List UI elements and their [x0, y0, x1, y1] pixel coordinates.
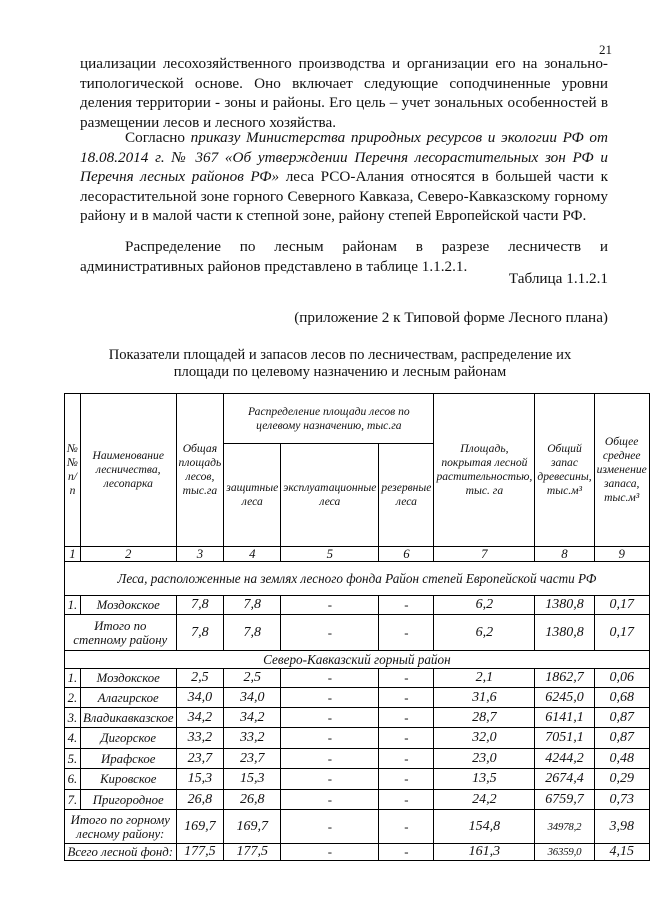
cell-name: Алагирское [80, 688, 176, 708]
forest-areas-table [64, 393, 650, 861]
cell-total-area: 177,5 [176, 844, 224, 861]
cell-exploitation: - [281, 596, 379, 615]
cell-protective: 7,8 [224, 596, 281, 615]
cell-total-stock: 6141,1 [535, 708, 594, 728]
section-title-steppe: Леса, расположенные на землях лесного фонда Район степей Европейской части РФ [65, 562, 650, 596]
table-row [65, 769, 650, 790]
cell-total-area: 34,2 [176, 708, 224, 728]
table-row [65, 708, 650, 728]
cell-num: 3. [65, 708, 81, 728]
subtotal-label: Итого по степному району [65, 615, 177, 651]
table-title: Показатели площадей и запасов лесов по лесничествам, распределение их площади по целевому назначению и лесным районам [108, 347, 572, 380]
cell-total-stock: 4244,2 [535, 749, 594, 769]
grand-total-label: Всего лесной фонд: [65, 844, 177, 861]
subtotal-label: Итого по горному лесному району: [65, 810, 177, 844]
cell-protective: 23,7 [224, 749, 281, 769]
column-number: 9 [594, 547, 649, 562]
cell-total-stock: 7051,1 [535, 728, 594, 749]
cell-total-area: 169,7 [176, 810, 224, 844]
cell-exploitation: - [281, 708, 379, 728]
header-distribution: Распределение площади лесов по целевому назначению, тыс.га [224, 394, 434, 444]
cell-exploitation: - [281, 790, 379, 810]
cell-covered-area: 6,2 [434, 596, 535, 615]
cell-avg-change: 3,98 [594, 810, 649, 844]
cell-covered-area: 23,0 [434, 749, 535, 769]
cell-name: Моздокское [80, 596, 176, 615]
cell-num: 7. [65, 790, 81, 810]
cell-total-area: 23,7 [176, 749, 224, 769]
cell-total-stock: 1380,8 [535, 596, 594, 615]
cell-covered-area: 32,0 [434, 728, 535, 749]
header-covered-area: Площадь, покрытая лесной растительностью, тыс. га [434, 394, 535, 547]
table-row [65, 596, 650, 615]
cell-exploitation: - [281, 769, 379, 790]
header-exploitation: эксплуатационные леса [281, 444, 379, 547]
cell-total-stock: 6245,0 [535, 688, 594, 708]
header-protective: защитные леса [224, 444, 281, 547]
table-number: Таблица 1.1.2.1 [508, 270, 608, 287]
grand-total-row [65, 844, 650, 861]
table-row [65, 669, 650, 688]
cell-avg-change: 0,48 [594, 749, 649, 769]
cell-protective: 7,8 [224, 615, 281, 651]
column-numbers-row [65, 547, 650, 562]
cell-avg-change: 0,29 [594, 769, 649, 790]
header-name: Наименование лесничества, лесопарка [80, 394, 176, 547]
cell-total-area: 7,8 [176, 615, 224, 651]
column-number: 1 [65, 547, 81, 562]
cell-exploitation: - [281, 669, 379, 688]
cell-exploitation: - [281, 688, 379, 708]
cell-reserve: - [379, 728, 434, 749]
order-conclusion-text: леса РСО-Алания относятся в большей части к лесорастительной зоне горного Северного Кавказа, Северо-Кавказскому горному району и в малой части к степной зоне, району степей Европейской части РФ. [80, 168, 608, 225]
cell-num: 1. [65, 669, 81, 688]
cell-total-stock: 34978,2 [535, 810, 594, 844]
cell-name: Ирафское [80, 749, 176, 769]
column-number: 7 [434, 547, 535, 562]
cell-total-stock: 1862,7 [535, 669, 594, 688]
cell-covered-area: 6,2 [434, 615, 535, 651]
header-reserve: резервные леса [379, 444, 434, 547]
cell-num: 1. [65, 596, 81, 615]
table-row [65, 688, 650, 708]
column-number: 2 [80, 547, 176, 562]
order-reference: приказу Министерства природных ресурсов и экологии РФ от 18.08.2014 г. № 367 «Об утверждении Перечня лесорастительных зон РФ и Перечня лесных районов РФ» [80, 129, 608, 186]
cell-reserve: - [379, 790, 434, 810]
cell-exploitation: - [281, 810, 379, 844]
cell-protective: 177,5 [224, 844, 281, 861]
cell-total-area: 2,5 [176, 669, 224, 688]
cell-reserve: - [379, 688, 434, 708]
cell-exploitation: - [281, 844, 379, 861]
cell-exploitation: - [281, 728, 379, 749]
cell-avg-change: 4,15 [594, 844, 649, 861]
cell-total-area: 34,0 [176, 688, 224, 708]
header-total-area: Общая площадь лесов, тыс.га [176, 394, 224, 547]
cell-total-stock: 1380,8 [535, 615, 594, 651]
cell-name: Пригородное [80, 790, 176, 810]
cell-reserve: - [379, 596, 434, 615]
cell-total-area: 15,3 [176, 769, 224, 790]
cell-reserve: - [379, 708, 434, 728]
paragraph-distribution: Распределение по лесным районам в разрезе лесничеств и административных районов представлено в таблице 1.1.2.1. [80, 238, 608, 275]
cell-protective: 34,0 [224, 688, 281, 708]
paragraph-order [80, 128, 608, 226]
cell-avg-change: 0,68 [594, 688, 649, 708]
column-number: 5 [281, 547, 379, 562]
cell-exploitation: - [281, 615, 379, 651]
cell-name: Моздокское [80, 669, 176, 688]
column-number: 4 [224, 547, 281, 562]
cell-avg-change: 0,87 [594, 728, 649, 749]
cell-protective: 26,8 [224, 790, 281, 810]
column-number: 6 [379, 547, 434, 562]
table-row [65, 790, 650, 810]
cell-name: Владикавказское [80, 708, 176, 728]
cell-reserve: - [379, 844, 434, 861]
header-avg-change: Общее среднее изменение запаса, тыс.м³ [594, 394, 649, 547]
page-number: 21 [599, 42, 612, 57]
table-note: (приложение 2 к Типовой форме Лесного плана) [294, 309, 608, 326]
cell-covered-area: 154,8 [434, 810, 535, 844]
cell-total-area: 7,8 [176, 596, 224, 615]
table-row [65, 728, 650, 749]
header-num: №№ п/п [65, 394, 81, 547]
cell-num: 5. [65, 749, 81, 769]
cell-total-stock: 6759,7 [535, 790, 594, 810]
cell-protective: 33,2 [224, 728, 281, 749]
subtotal-row-mountain [65, 810, 650, 844]
cell-covered-area: 13,5 [434, 769, 535, 790]
cell-total-area: 33,2 [176, 728, 224, 749]
cell-protective: 15,3 [224, 769, 281, 790]
cell-avg-change: 0,87 [594, 708, 649, 728]
column-number: 3 [176, 547, 224, 562]
cell-avg-change: 0,73 [594, 790, 649, 810]
cell-covered-area: 28,7 [434, 708, 535, 728]
header-total-stock: Общий запас древесины, тыс.м³ [535, 394, 594, 547]
subtotal-row-steppe [65, 615, 650, 651]
cell-name: Дигорское [80, 728, 176, 749]
cell-protective: 2,5 [224, 669, 281, 688]
cell-total-stock: 36359,0 [535, 844, 594, 861]
cell-num: 4. [65, 728, 81, 749]
cell-num: 2. [65, 688, 81, 708]
cell-reserve: - [379, 669, 434, 688]
cell-covered-area: 2,1 [434, 669, 535, 688]
cell-exploitation: - [281, 749, 379, 769]
order-intro-text: Согласно [125, 129, 191, 146]
cell-avg-change: 0,17 [594, 615, 649, 651]
cell-reserve: - [379, 615, 434, 651]
cell-covered-area: 31,6 [434, 688, 535, 708]
cell-name: Кировское [80, 769, 176, 790]
paragraph-zoning: циализации лесохозяйственного производства и организации его на зонально-типологической основе. Оно включает следующие соподчиненные уровни деления территории - зоны и районы. Его цель – учет зональных особенностей в размещении лесов и лесного хозяйства. [80, 55, 608, 131]
cell-covered-area: 24,2 [434, 790, 535, 810]
cell-protective: 169,7 [224, 810, 281, 844]
table-row [65, 749, 650, 769]
cell-total-area: 26,8 [176, 790, 224, 810]
cell-reserve: - [379, 810, 434, 844]
section-title-mountain: Северо-Кавказский горный район [65, 651, 650, 669]
cell-avg-change: 0,17 [594, 596, 649, 615]
cell-protective: 34,2 [224, 708, 281, 728]
column-number: 8 [535, 547, 594, 562]
cell-covered-area: 161,3 [434, 844, 535, 861]
cell-total-stock: 2674,4 [535, 769, 594, 790]
cell-avg-change: 0,06 [594, 669, 649, 688]
cell-reserve: - [379, 749, 434, 769]
cell-num: 6. [65, 769, 81, 790]
cell-reserve: - [379, 769, 434, 790]
